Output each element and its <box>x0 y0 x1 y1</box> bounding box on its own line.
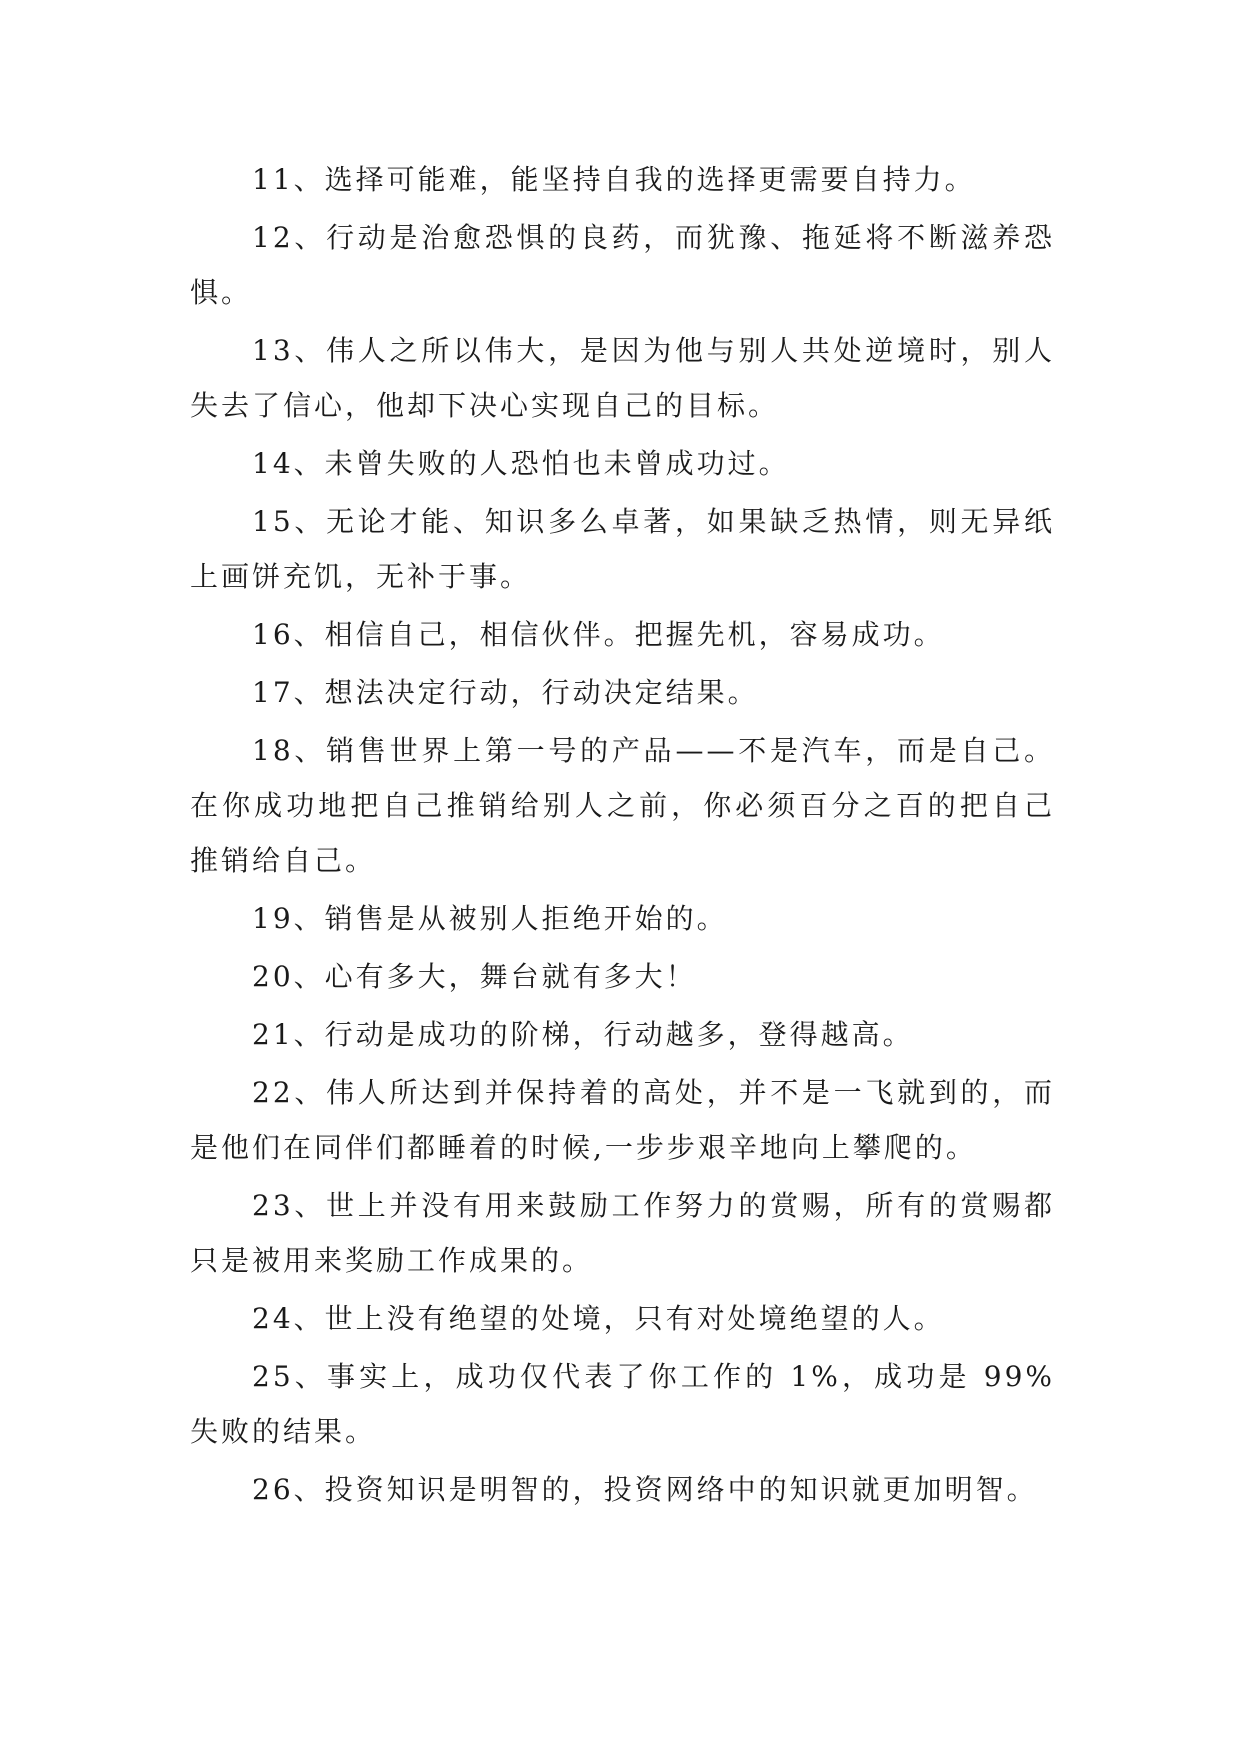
paragraph-26: 26、投资知识是明智的，投资网络中的知识就更加明智。 <box>252 1473 1038 1506</box>
paragraph-14: 14、未曾失败的人恐怕也未曾成功过。 <box>252 447 790 480</box>
paragraph-19: 19、销售是从被别人拒绝开始的。 <box>252 902 728 935</box>
paragraph-20: 20、心有多大，舞台就有多大！ <box>252 960 697 993</box>
paragraph-24: 24、世上没有绝望的处境，只有对处境绝望的人。 <box>252 1302 945 1335</box>
paragraph-15: 15、无论才能、知识多么卓著，如果缺乏热情，则无异纸上画饼充饥，无补于事。 <box>190 505 1055 593</box>
paragraph-13: 13、伟人之所以伟大，是因为他与别人共处逆境时，别人失去了信心，他却下决心实现自己的目标。 <box>190 334 1055 422</box>
document-body <box>190 152 1055 1520</box>
paragraph-12: 12、行动是治愈恐惧的良药，而犹豫、拖延将不断滋养恐惧。 <box>190 221 1055 309</box>
paragraph-18: 18、销售世界上第一号的产品——不是汽车，而是自己。在你成功地把自己推销给别人之前，你必须百分之百的把自己推销给自己。 <box>190 734 1055 877</box>
paragraph-16: 16、相信自己，相信伙伴。把握先机，容易成功。 <box>252 618 945 651</box>
paragraph-22: 22、伟人所达到并保持着的高处，并不是一飞就到的，而是他们在同伴们都睡着的时候,一步步艰辛地向上攀爬的。 <box>190 1076 1055 1164</box>
paragraph-17: 17、想法决定行动，行动决定结果。 <box>252 676 759 709</box>
paragraph-21: 21、行动是成功的阶梯，行动越多，登得越高。 <box>252 1018 914 1051</box>
paragraph-23: 23、世上并没有用来鼓励工作努力的赏赐，所有的赏赐都只是被用来奖励工作成果的。 <box>190 1189 1055 1277</box>
paragraph-11: 11、选择可能难，能坚持自我的选择更需要自持力。 <box>252 163 976 196</box>
paragraph-25: 25、事实上，成功仅代表了你工作的 1%，成功是 99%失败的结果。 <box>190 1360 1055 1448</box>
